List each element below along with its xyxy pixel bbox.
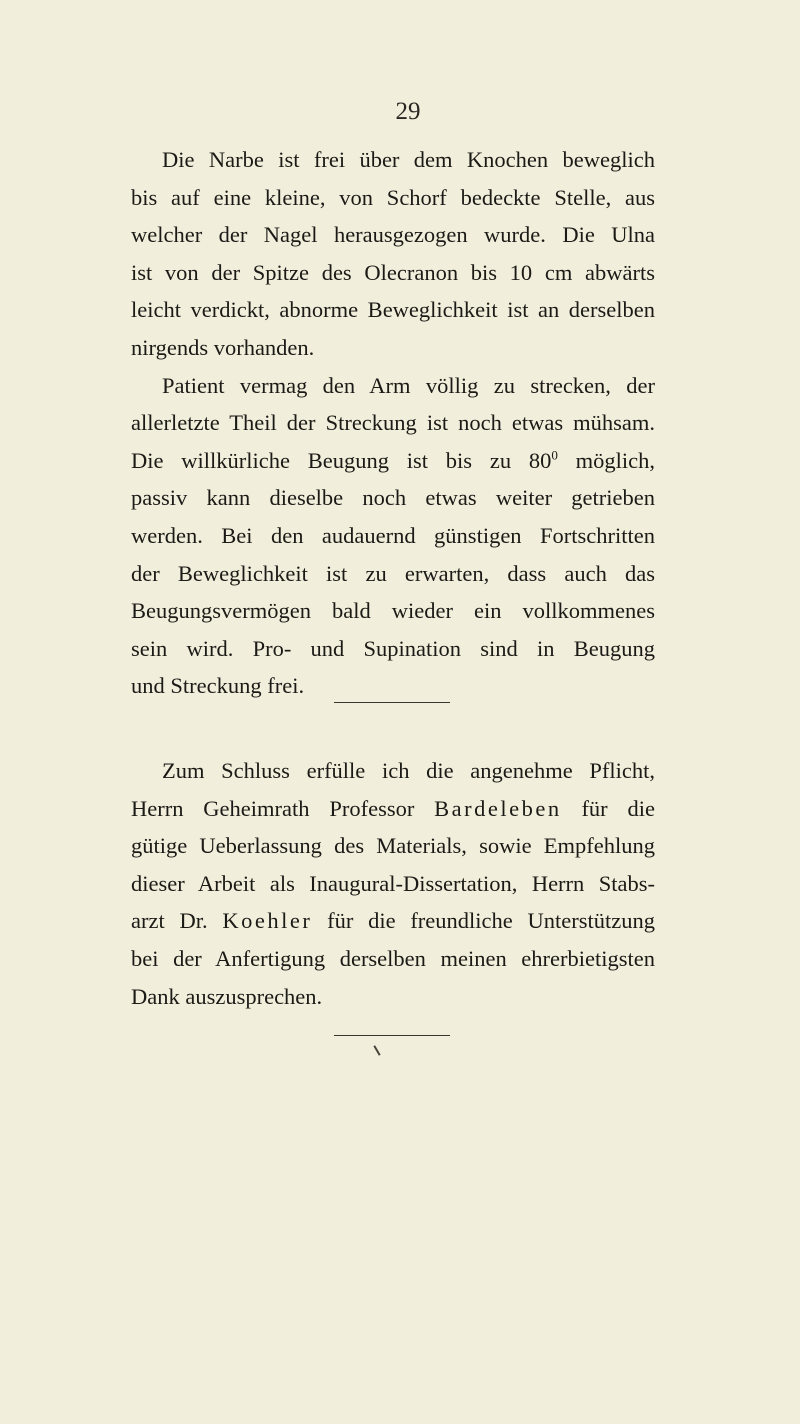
text-fragment: Herrn Geheimrath Professor xyxy=(131,795,435,821)
text-line: leicht verdickt, abnorme Beweglichkeit ist an derselben xyxy=(131,297,655,323)
doctor-name: Koehler xyxy=(222,908,313,934)
text-line: nirgends vorhanden. xyxy=(131,334,315,360)
text-line: bis auf eine kleine, von Schorf bedeckte Stelle, aus xyxy=(131,184,655,210)
text-line: Patient vermag den Arm völlig zu strecken, der xyxy=(162,372,655,398)
text-fragment: arzt Dr. xyxy=(131,908,223,934)
acknowledgement-paragraph xyxy=(131,752,655,1015)
degree-superscript: 0 xyxy=(551,447,558,463)
text-line: dieser Arbeit als Inaugural-Dissertation, Herrn Stabs- xyxy=(131,870,655,896)
body-text-upper xyxy=(131,141,655,705)
text-line: bei der Anfertigung derselben meinen ehrerbietigsten xyxy=(131,945,655,971)
ink-mark xyxy=(373,1045,380,1056)
text-line xyxy=(131,442,655,480)
text-fragment: für die xyxy=(561,795,655,821)
text-fragment: Die willkürliche Beugung ist bis zu 80 xyxy=(131,447,552,473)
paragraph-scar-findings xyxy=(131,141,655,367)
text-fragment: möglich, xyxy=(557,447,655,473)
text-line xyxy=(131,790,655,828)
page-number: 29 xyxy=(395,98,421,125)
closing-divider xyxy=(334,1035,450,1036)
text-line: passiv kann dieselbe noch etwas weiter getrieben xyxy=(131,485,655,511)
text-line: welcher der Nagel herausgezogen wurde. Die Ulna xyxy=(131,222,655,248)
text-line: Die Narbe ist frei über dem Knochen beweglich xyxy=(162,147,655,172)
text-line: werden. Bei den audauernd günstigen Fortschritten xyxy=(131,522,655,548)
text-fragment: für die freundliche Unterstützung xyxy=(312,908,655,934)
text-line xyxy=(131,902,655,940)
text-line: Beugungsvermögen bald wieder ein vollkommenes xyxy=(131,598,655,624)
paragraph-mobility xyxy=(131,367,655,705)
text-line: allerletzte Theil der Streckung ist noch etwas mühsam. xyxy=(131,410,655,436)
text-line: gütige Ueberlassung des Materials, sowie Empfehlung xyxy=(131,833,655,859)
text-line: ist von der Spitze des Olecranon bis 10 cm abwärts xyxy=(131,259,655,285)
section-divider xyxy=(334,702,450,703)
text-line: sein wird. Pro- und Supination sind in Beugung xyxy=(131,635,655,661)
professor-name: Bardeleben xyxy=(434,795,562,821)
text-line: und Streckung frei. xyxy=(131,673,305,699)
text-line: der Beweglichkeit ist zu erwarten, dass auch das xyxy=(131,560,655,586)
text-line: Dank auszusprechen. xyxy=(131,983,323,1009)
text-line: Zum Schluss erfülle ich die angenehme Pflicht, xyxy=(162,758,655,783)
